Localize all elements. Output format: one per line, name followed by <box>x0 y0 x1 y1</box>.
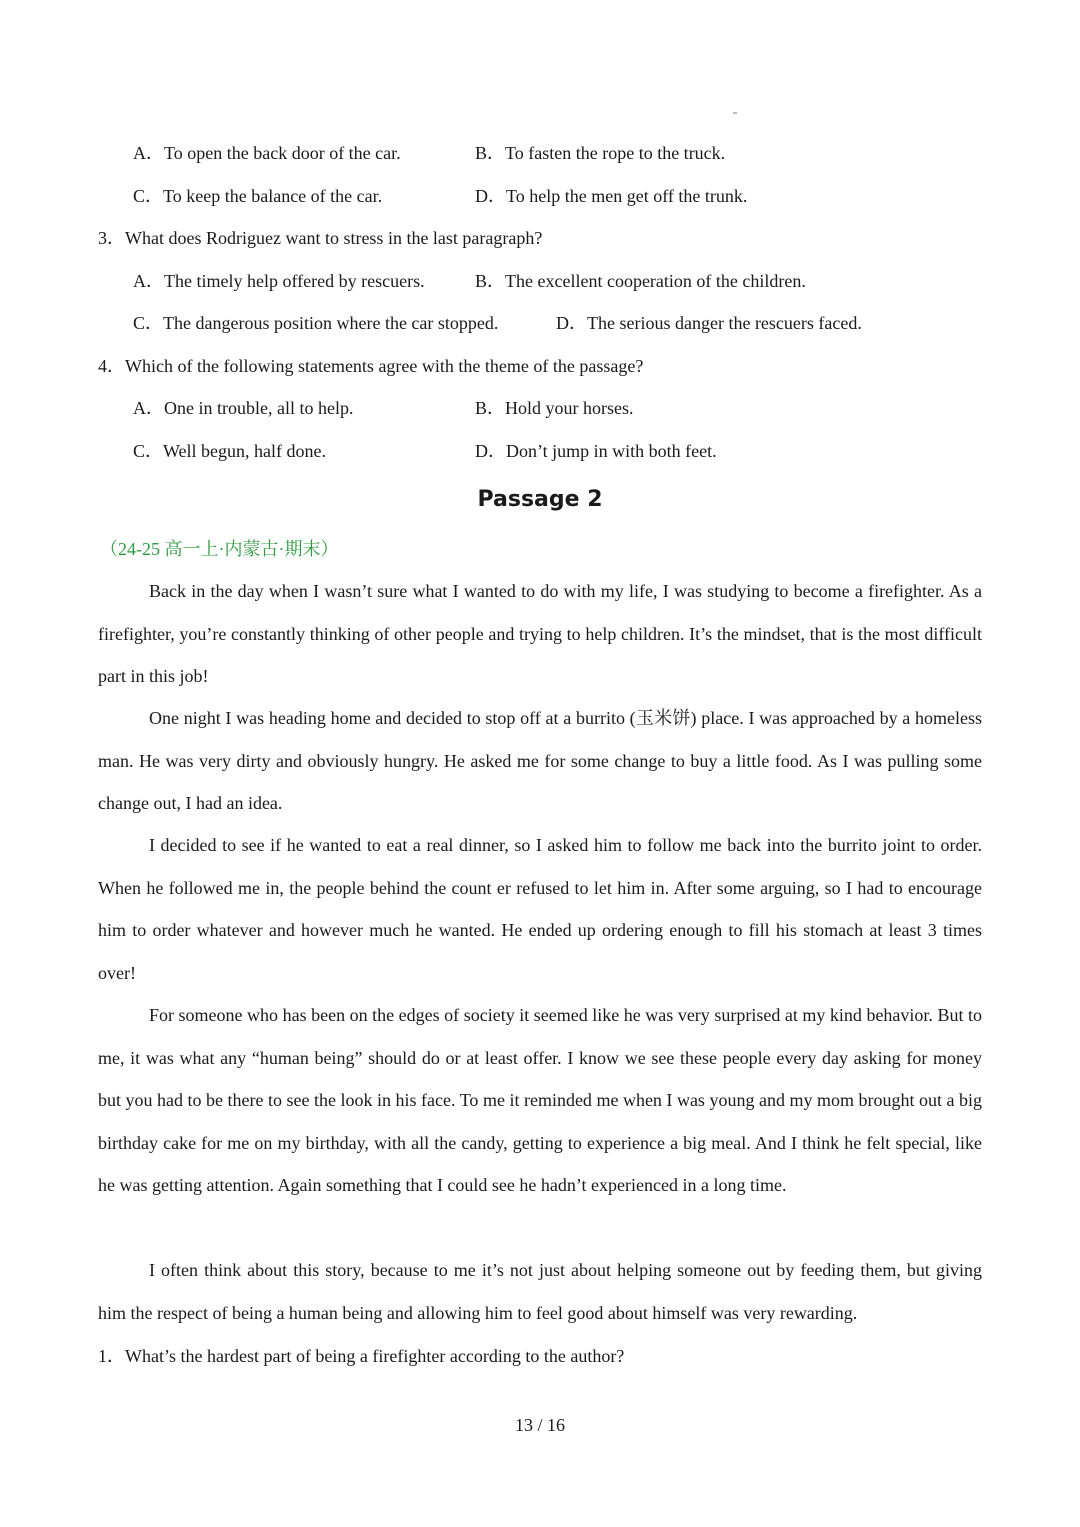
q4-option-b: B．Hold your horses. <box>475 398 634 418</box>
q4-option-a: A．One in trouble, all to help. <box>133 398 354 418</box>
passage-paragraph-1: Back in the day when I wasn’t sure what I wanted to do with my life, I was studying to become a firefighter. As a firefighter, you’re constantly thinking of other people and trying to help children. It’s the mindset, that is the most difficult part in this job! <box>98 581 982 686</box>
passage-paragraph-5: I often think about this story, because to me it’s not just about helping someone out by feeding them, but giving him the respect of being a human being and allowing him to feel good about himself was very rewarding. <box>98 1260 982 1323</box>
passage-source: （24-25 高一上·内蒙古·期末） <box>100 539 339 559</box>
q2-option-a: A．To open the back door of the car. <box>133 143 401 163</box>
passage-paragraph-4: For someone who has been on the edges of society it seemed like he was very surprised at my kind behavior. But to me, it was what any “human being” should do or at least offer. I know we see these people every day asking for money but you had to be there to see the look in his face. To me it reminded me when I was young and my mom brought out a big birthday cake for me on my birthday, with all the candy, getting to experience a big meal. And I think he felt special, like he was getting attention. Again something that I could see he hadn’t experienced in a long time. <box>98 1005 982 1195</box>
passage-paragraph-3: I decided to see if he wanted to eat a real dinner, so I asked him to follow me back into the burrito joint to order. When he followed me in, the people behind the count er refused to let him in. After some arguing, so I had to encourage him to order whatever and however much he wanted. He ended up ordering enough to fill his stomach at least 3 times over! <box>98 835 982 983</box>
page-number: 13 / 16 <box>514 1415 565 1435</box>
q4-option-c: C．Well begun, half done. <box>133 441 327 461</box>
q2-option-b: B．To fasten the rope to the truck. <box>475 143 726 163</box>
q2-option-c: C．To keep the balance of the car. <box>133 186 383 206</box>
q4-stem: 4．Which of the following statements agree with the theme of the passage? <box>98 356 644 376</box>
q3-option-c: C．The dangerous position where the car stopped. <box>133 313 499 333</box>
q3-option-d: D．The serious danger the rescuers faced. <box>556 313 862 333</box>
q3-stem: 3．What does Rodriguez want to stress in the last paragraph? <box>98 228 543 248</box>
passage-title: Passage 2 <box>477 487 603 512</box>
q2-option-d: D．To help the men get off the trunk. <box>475 186 748 206</box>
q3-option-a: A．The timely help offered by rescuers. <box>133 271 425 291</box>
passage-paragraph-2: One night I was heading home and decided to stop off at a burrito (玉米饼) place. I was approached by a homeless man. He was very dirty and obviously hungry. He asked me for some change to buy a little food. As I was pulling some change out, I had an idea. <box>98 708 982 813</box>
q3-option-b: B．The excellent cooperation of the children. <box>475 271 806 291</box>
scan-mark <box>733 112 737 114</box>
q4-option-d: D．Don’t jump in with both feet. <box>475 441 717 461</box>
p2-q1-stem: 1．What’s the hardest part of being a firefighter according to the author? <box>98 1346 625 1366</box>
